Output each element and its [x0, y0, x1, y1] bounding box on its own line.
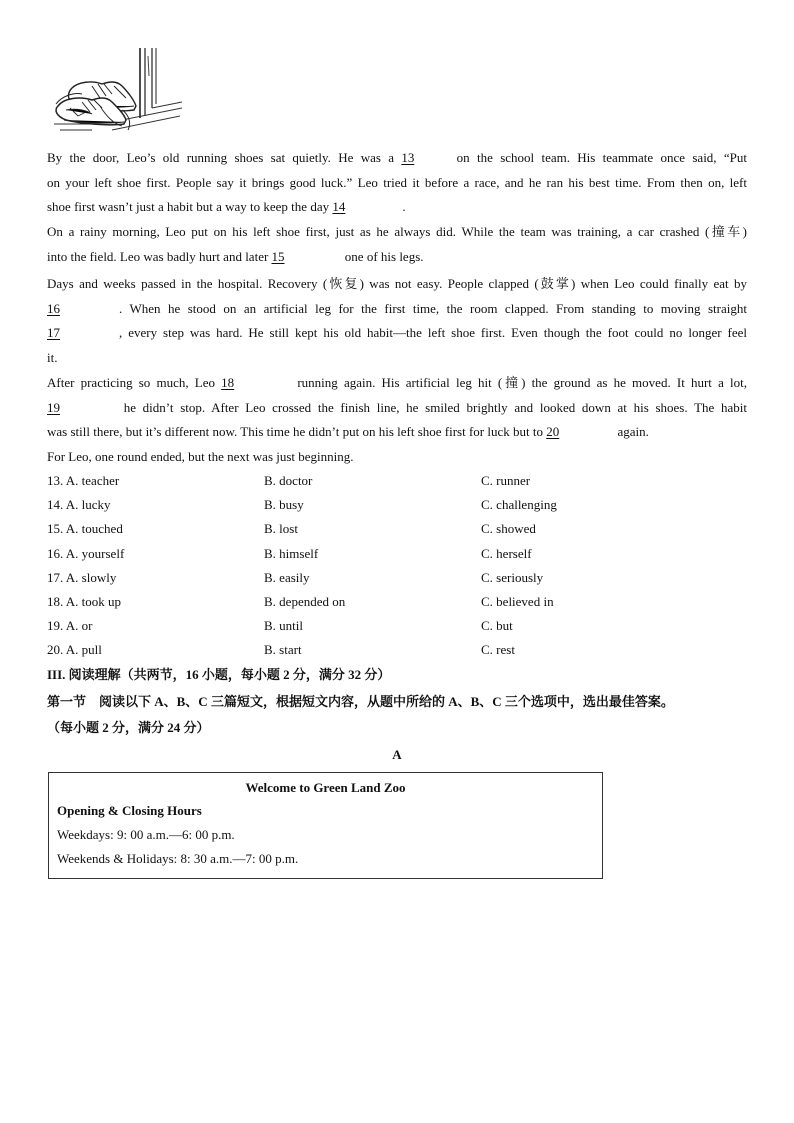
- option-row: [47, 590, 747, 614]
- option-a[interactable]: 15. A. touched: [47, 521, 123, 537]
- paragraph-line: into the field. Leo was badly hurt and later 15 one of his legs.: [47, 245, 747, 270]
- blank-20[interactable]: 20: [546, 424, 560, 439]
- passage-label: A: [392, 747, 402, 762]
- paragraph-line: 16 . When he stood on an artificial leg for the first time, the room clapped. From standing to moving straight: [47, 297, 747, 322]
- paragraph-line: it.: [47, 349, 58, 365]
- passage-paragraph-2: [47, 220, 747, 269]
- paragraph-line: Days and weeks passed in the hospital. Recovery (恢复) was not easy. People clapped (鼓掌) when Leo could finally eat by: [47, 276, 747, 291]
- option-b[interactable]: B. start: [264, 642, 302, 658]
- option-row: [47, 638, 747, 662]
- option-c[interactable]: C. seriously: [481, 569, 544, 585]
- option-a[interactable]: 18. A. took up: [47, 593, 122, 609]
- paragraph-line: was still there, but it’s different now. This time he didn’t put on his left shoe first for luck but to 20 again.: [47, 420, 747, 445]
- running-shoes-illustration: [52, 46, 184, 134]
- blank-15[interactable]: 15: [271, 248, 285, 264]
- blank-14[interactable]: 14: [332, 199, 346, 214]
- blank-19[interactable]: 19: [47, 399, 60, 415]
- option-a[interactable]: 19. A. or: [47, 618, 93, 634]
- passage-paragraph-4: [47, 371, 747, 445]
- option-c[interactable]: C. runner: [481, 473, 531, 488]
- paragraph-line: By the door, Leo’s old running shoes sat quietly. He was a 13 on the school team. His teammate once said, “Put: [47, 146, 747, 171]
- option-b[interactable]: B. until: [264, 618, 304, 634]
- answer-options: [47, 469, 747, 663]
- blank-13[interactable]: 13: [401, 150, 415, 165]
- section-instruction: 第一节 阅读以下 A、B、C 三篇短文，根据短文内容，从题中所给的 A、B、C 三个选项中，选出最佳答案。: [47, 694, 674, 709]
- hours-heading: Opening & Closing Hours: [57, 803, 202, 818]
- paragraph-line: On a rainy morning, Leo put on his left shoe first, just as he always did. While the team was training, a car crashed (撞车): [47, 224, 747, 239]
- option-c[interactable]: C. challenging: [481, 497, 557, 513]
- option-row: [47, 493, 747, 517]
- option-a[interactable]: 16. A. yourself: [47, 545, 125, 561]
- option-c[interactable]: C. but: [481, 618, 513, 634]
- option-b[interactable]: B. doctor: [264, 473, 313, 488]
- passage-paragraph-5: [47, 445, 747, 470]
- zoo-notice-box: [48, 772, 603, 879]
- passage-paragraph-1: [47, 146, 747, 220]
- option-b[interactable]: B. busy: [264, 497, 304, 513]
- blank-18[interactable]: 18: [221, 375, 235, 390]
- option-b[interactable]: B. lost: [264, 521, 298, 537]
- option-b[interactable]: B. depended on: [264, 593, 346, 609]
- option-a[interactable]: 14. A. lucky: [47, 497, 111, 513]
- option-a[interactable]: 20. A. pull: [47, 642, 102, 658]
- weekend-hours: Weekends & Holidays: 8: 30 a.m.—7: 00 p.m.: [57, 851, 299, 866]
- paragraph-line: After practicing so much, Leo 18 running again. His artificial leg hit (撞) the ground as he moved. It hurt a lot,: [47, 371, 747, 396]
- option-b[interactable]: B. himself: [264, 545, 319, 561]
- passage-paragraph-3: [47, 272, 747, 370]
- option-row: [47, 542, 747, 566]
- section-heading: III. 阅读理解（共两节，16 小题，每小题 2 分，满分 32 分）: [47, 667, 391, 682]
- option-c[interactable]: C. rest: [481, 642, 515, 658]
- paragraph-line: shoe first wasn’t just a habit but a way to keep the day 14 .: [47, 195, 747, 220]
- section-note: （每小题 2 分，满分 24 分）: [47, 720, 210, 735]
- option-a[interactable]: 17. A. slowly: [47, 569, 117, 585]
- option-c[interactable]: C. believed in: [481, 593, 554, 609]
- option-row: [47, 566, 747, 590]
- option-row: [47, 517, 747, 541]
- weekday-hours: Weekdays: 9: 00 a.m.—6: 00 p.m.: [57, 827, 235, 842]
- option-row: [47, 614, 747, 638]
- paragraph-line: on your left shoe first. People say it brings good luck.” Leo tried it before a race, and he ran his best time. From then on, left: [47, 174, 747, 190]
- option-row: [47, 469, 747, 493]
- option-c[interactable]: C. herself: [481, 545, 532, 561]
- blank-16[interactable]: 16: [47, 300, 60, 316]
- option-c[interactable]: C. showed: [481, 521, 536, 537]
- blank-17[interactable]: 17: [47, 325, 60, 340]
- option-b[interactable]: B. easily: [264, 569, 310, 585]
- paragraph-line: For Leo, one round ended, but the next was just beginning.: [47, 449, 354, 464]
- paragraph-line: 17 , every step was hard. He still kept his old habit—the left shoe first. Even though the foot could no longer feel: [47, 321, 747, 346]
- zoo-title: Welcome to Green Land Zoo: [245, 780, 406, 795]
- option-a[interactable]: 13. A. teacher: [47, 473, 120, 488]
- paragraph-line: 19 he didn’t stop. After Leo crossed the finish line, he smiled brightly and looked down at his shoes. The habit: [47, 396, 747, 421]
